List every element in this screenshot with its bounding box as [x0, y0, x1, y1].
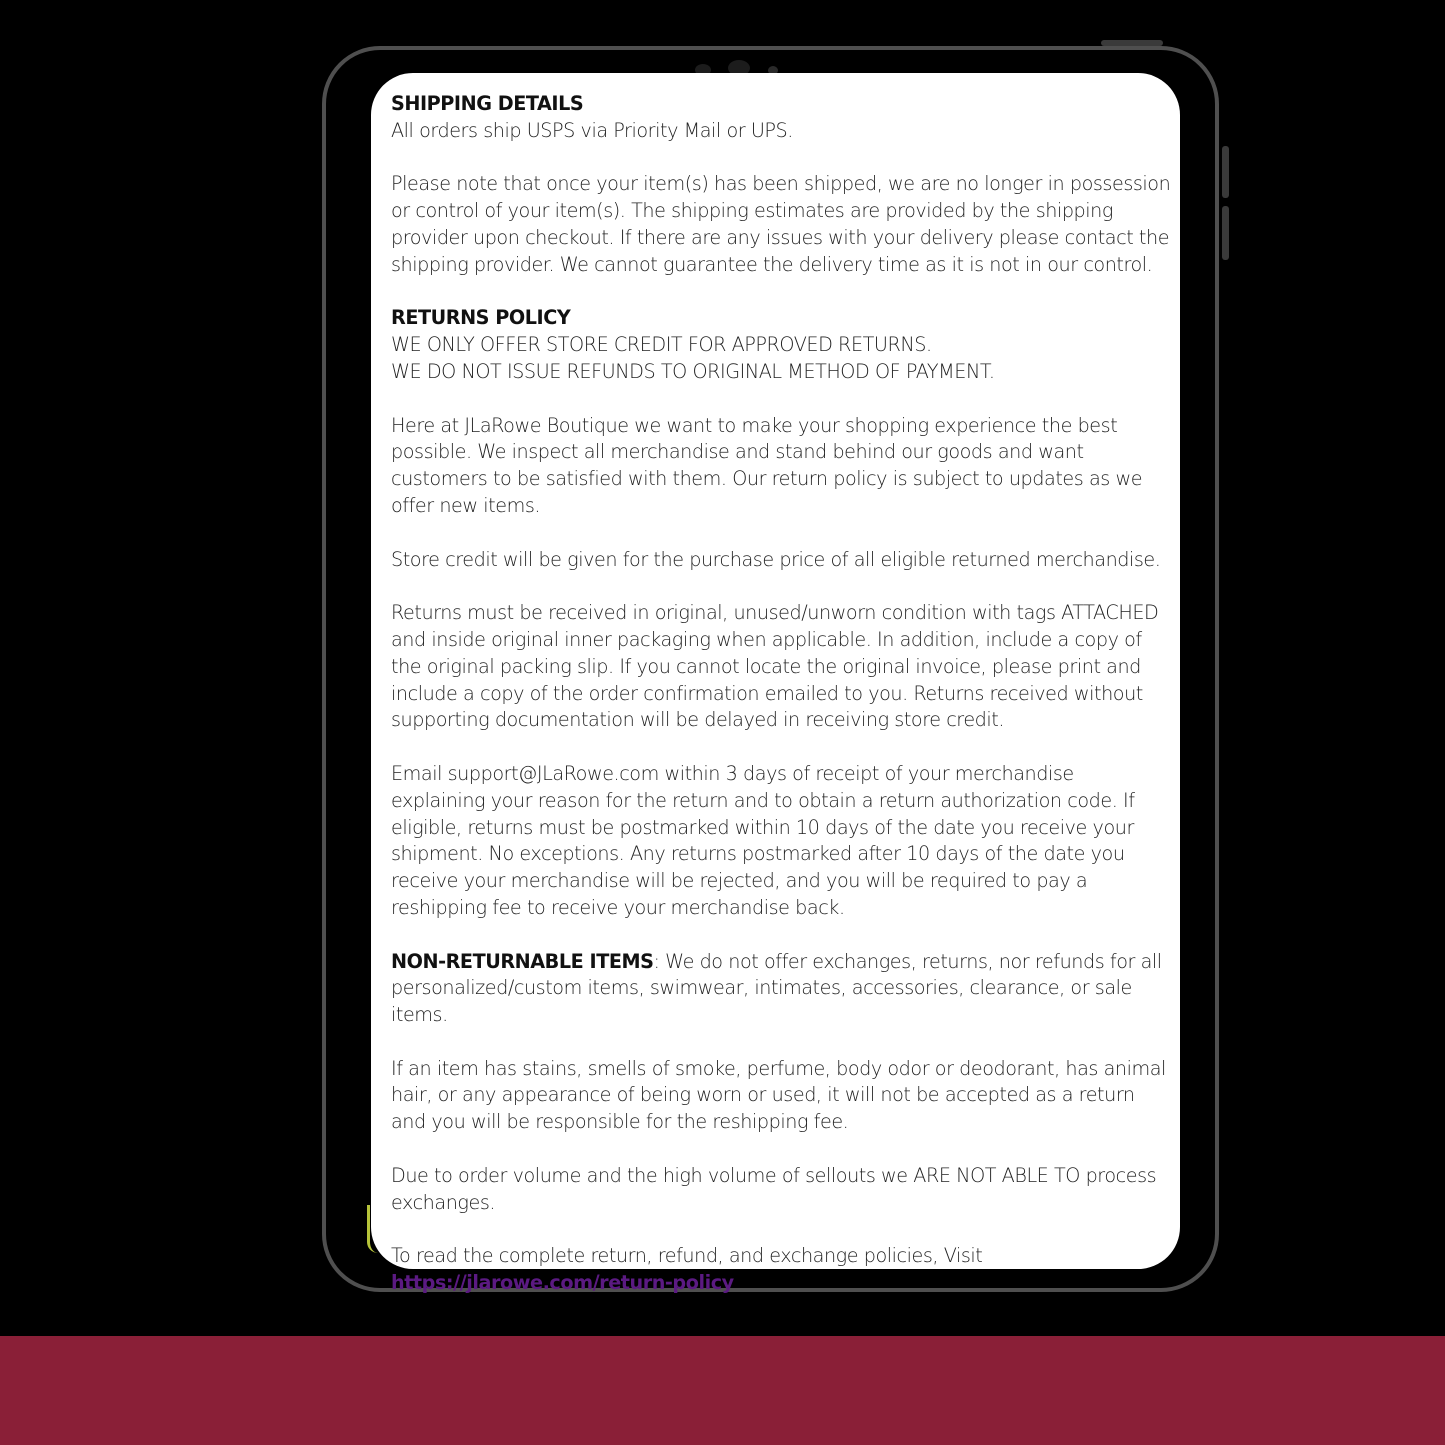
- policy-content: [391, 91, 1171, 1324]
- store-credit-text: Store credit will be given for the purchase price of all eligible returned merchandise.: [391, 547, 1161, 571]
- condition-note: If an item has stains, smells of smoke, perfume, body odor or deodorant, has animal hair, or any appearance of being worn or used, it will not be accepted as a return and you will be responsible for the reshipping fee.: [391, 1056, 1166, 1134]
- bottom-band: [0, 1336, 1445, 1445]
- returns-section: [391, 305, 1171, 385]
- non-returnable-heading: NON-RETURNABLE ITEMS: [391, 949, 654, 973]
- returns-notice-2: WE DO NOT ISSUE REFUNDS TO ORIGINAL METHOD OF PAYMENT.: [391, 359, 995, 383]
- shipping-method-text: All orders ship USPS via Priority Mail or UPS.: [391, 118, 793, 142]
- return-email-text: Email support@JLaRowe.com within 3 days of receipt of your merchandise explaining your reason for the return and to obtain a return authorization code. If eligible, returns must be postmarked within 10 days of the date you receive your shipment. No exceptions. Any returns postmarked after 10 days of the date you receive your merchandise will be rejected, and you will be required to pay a reshipping fee to receive your merchandise back.: [391, 761, 1135, 919]
- footer-text: To read the complete return, refund, and exchange policies, Visit: [391, 1244, 983, 1268]
- volume-up-button: [1222, 146, 1229, 198]
- volume-down-button: [1222, 206, 1229, 260]
- returns-intro: Here at JLaRowe Boutique we want to make your shopping experience the best possible. We inspect all merchandise and stand behind our goods and want customers to be satisfied with them. Our return policy is subject to updates as we offer new items.: [391, 413, 1143, 517]
- shipping-section: [391, 91, 1171, 145]
- shipping-paragraph: Please note that once your item(s) has been shipped, we are no longer in possession or control of your item(s). The shipping estimates are provided by the shipping provider upon checkout. If there are any issues with your delivery please contact the shipping provider. We cannot guarantee the delivery time as it is not in our control.: [391, 172, 1171, 276]
- footer-section: [391, 1243, 1171, 1297]
- return-policy-link[interactable]: https://jlarowe.com/return-policy: [391, 1271, 734, 1295]
- exchanges-note: Due to order volume and the high volume of sellouts we ARE NOT ABLE TO process exchanges.: [391, 1163, 1157, 1214]
- returns-notice-1: WE ONLY OFFER STORE CREDIT FOR APPROVED RETURNS.: [391, 333, 932, 357]
- shipping-heading: SHIPPING DETAILS: [391, 92, 584, 115]
- return-condition-text: Returns must be received in original, unused/unworn condition with tags ATTACHED and inside original inner packaging when applicable. In addition, include a copy of the original packing slip. If you cannot locate the original invoice, please print and include a copy of the order confirmation emailed to you. Returns received without supporting documentation will be delayed in receiving store credit.: [391, 601, 1159, 732]
- non-returnable-section: [391, 949, 1171, 1029]
- tablet-screen: [371, 73, 1180, 1295]
- non-returnable-text: : We do not offer exchanges, returns, nor refunds for all personalized/custom items, swimwear, intimates, accessories, clearance, or sale items.: [391, 949, 1162, 1027]
- returns-heading: RETURNS POLICY: [391, 306, 571, 330]
